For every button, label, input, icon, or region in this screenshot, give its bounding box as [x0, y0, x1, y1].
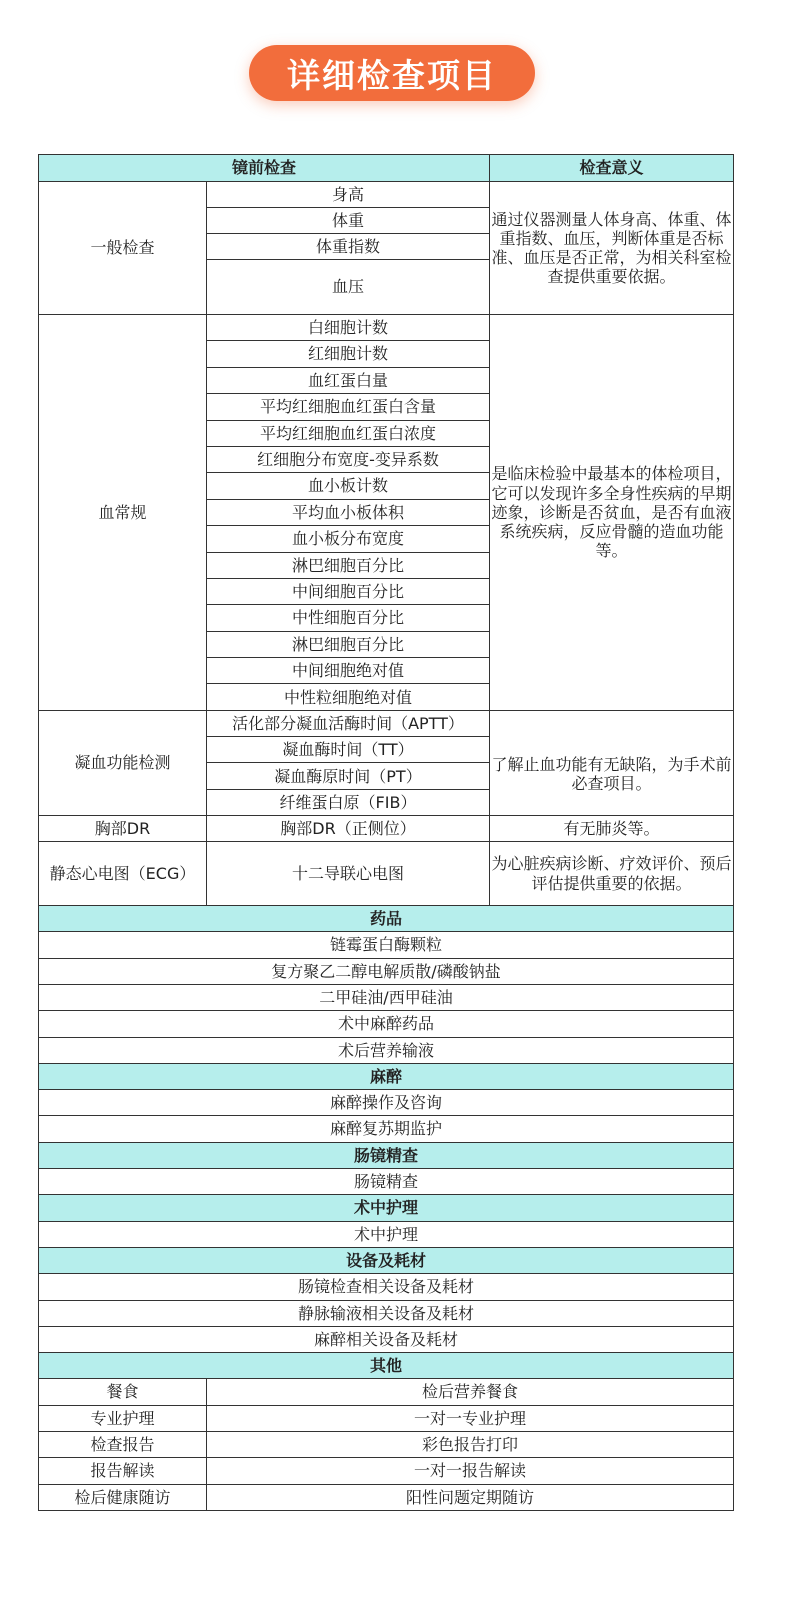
item-cell: 红细胞计数 [207, 341, 490, 367]
meaning-cell: 了解止血功能有无缺陷，为手术前必查项目。 [490, 710, 734, 815]
section-item: 术中护理 [39, 1221, 734, 1247]
item-cell: 淋巴细胞百分比 [207, 631, 490, 657]
header-exam: 镜前检查 [39, 155, 490, 182]
other-label: 检后健康随访 [39, 1484, 207, 1510]
item-cell: 凝血酶原时间（PT） [207, 763, 490, 789]
item-cell: 十二导联心电图 [207, 842, 490, 906]
exam-items-table [38, 154, 734, 1511]
item-cell: 中性粒细胞绝对值 [207, 684, 490, 710]
item-cell: 中间细胞百分比 [207, 578, 490, 604]
item-cell: 身高 [207, 182, 490, 208]
other-value: 一对一专业护理 [207, 1405, 734, 1431]
item-cell: 血压 [207, 260, 490, 315]
section-header: 术中护理 [39, 1195, 734, 1221]
section-item: 麻醉操作及咨询 [39, 1090, 734, 1116]
meaning-cell: 通过仪器测量人体身高、体重、体重指数、血压，判断体重是否标准、血压是否正常，为相关科室检查提供重要依据。 [490, 182, 734, 315]
item-cell: 血红蛋白量 [207, 367, 490, 393]
other-label: 专业护理 [39, 1405, 207, 1431]
item-cell: 中间细胞绝对值 [207, 658, 490, 684]
item-cell: 胸部DR（正侧位） [207, 816, 490, 842]
page-title: 详细检查项目 [249, 45, 535, 101]
section-item: 麻醉复苏期监护 [39, 1116, 734, 1142]
section-item: 复方聚乙二醇电解质散/磷酸钠盐 [39, 958, 734, 984]
other-value: 阳性问题定期随访 [207, 1484, 734, 1510]
section-item: 静脉输液相关设备及耗材 [39, 1300, 734, 1326]
item-cell: 平均红细胞血红蛋白含量 [207, 394, 490, 420]
other-value: 彩色报告打印 [207, 1431, 734, 1457]
section-header: 肠镜精查 [39, 1142, 734, 1168]
category-cell: 凝血功能检测 [39, 710, 207, 815]
item-cell: 活化部分凝血活酶时间（APTT） [207, 710, 490, 736]
meaning-cell: 有无肺炎等。 [490, 816, 734, 842]
item-cell: 血小板分布宽度 [207, 526, 490, 552]
meaning-cell: 是临床检验中最基本的体检项目，它可以发现许多全身性疾病的早期迹象，诊断是否贫血，是否有血液系统疾病，反应骨髓的造血功能等。 [490, 315, 734, 711]
category-cell: 胸部DR [39, 816, 207, 842]
section-item: 肠镜检查相关设备及耗材 [39, 1274, 734, 1300]
category-cell: 静态心电图（ECG） [39, 842, 207, 906]
section-header: 药品 [39, 906, 734, 932]
section-header: 麻醉 [39, 1063, 734, 1089]
section-item: 链霉蛋白酶颗粒 [39, 932, 734, 958]
other-value: 一对一报告解读 [207, 1458, 734, 1484]
item-cell: 淋巴细胞百分比 [207, 552, 490, 578]
section-header: 设备及耗材 [39, 1247, 734, 1273]
other-label: 检查报告 [39, 1431, 207, 1457]
section-item: 肠镜精查 [39, 1169, 734, 1195]
other-label: 餐食 [39, 1379, 207, 1405]
header-meaning: 检查意义 [490, 155, 734, 182]
meaning-cell: 为心脏疾病诊断、疗效评价、预后评估提供重要的依据。 [490, 842, 734, 906]
item-cell: 体重 [207, 208, 490, 234]
item-cell: 中性细胞百分比 [207, 605, 490, 631]
other-label: 报告解读 [39, 1458, 207, 1484]
item-cell: 纤维蛋白原（FIB） [207, 789, 490, 815]
category-cell: 血常规 [39, 315, 207, 711]
section-header: 其他 [39, 1353, 734, 1379]
item-cell: 体重指数 [207, 234, 490, 260]
section-item: 术后营养输液 [39, 1037, 734, 1063]
section-item: 术中麻醉药品 [39, 1011, 734, 1037]
other-value: 检后营养餐食 [207, 1379, 734, 1405]
item-cell: 凝血酶时间（TT） [207, 737, 490, 763]
item-cell: 血小板计数 [207, 473, 490, 499]
item-cell: 白细胞计数 [207, 315, 490, 341]
section-item: 麻醉相关设备及耗材 [39, 1326, 734, 1352]
category-cell: 一般检查 [39, 182, 207, 315]
section-item: 二甲硅油/西甲硅油 [39, 984, 734, 1010]
item-cell: 平均血小板体积 [207, 499, 490, 525]
item-cell: 平均红细胞血红蛋白浓度 [207, 420, 490, 446]
item-cell: 红细胞分布宽度-变异系数 [207, 446, 490, 472]
